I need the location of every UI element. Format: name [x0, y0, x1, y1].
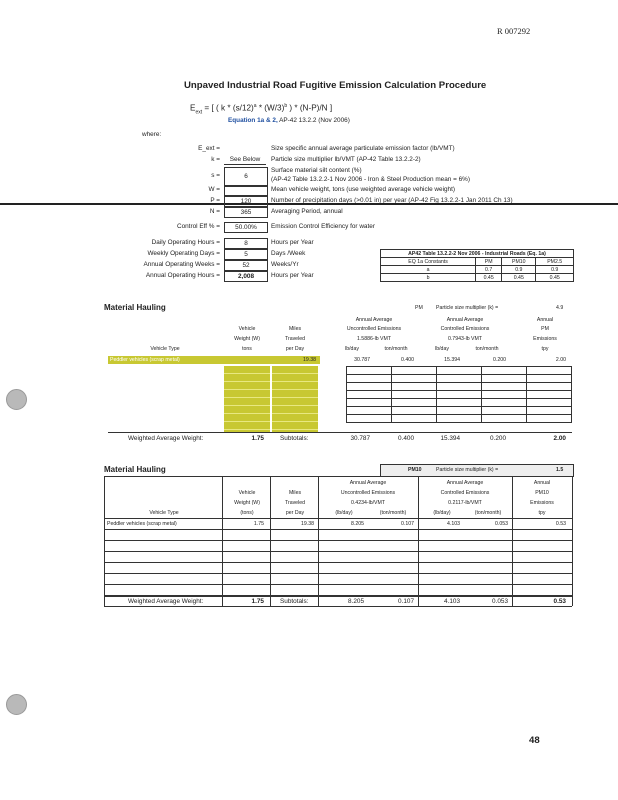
- k-label: Particle size multiplier (k) =: [436, 467, 499, 473]
- cell-value: 0.400: [401, 357, 414, 363]
- controlled-factor: 0.7943-lb VMT: [447, 336, 483, 342]
- vehicle-type: Peddler vehicles (scrap metal): [110, 357, 180, 363]
- annual-header: PM: [541, 326, 549, 332]
- cell-value: 0.053: [495, 521, 508, 527]
- vehicle-type: Peddler vehicles (scrap metal): [107, 521, 177, 527]
- control-desc: Emission Control Efficiency for water: [271, 223, 375, 230]
- uncontrolled-factor: 1.5886-lb VMT: [356, 336, 392, 342]
- annual-header: Annual: [536, 317, 554, 323]
- totals-label: Weighted Average Weight:: [128, 435, 204, 442]
- total-value: 0.400: [398, 435, 414, 442]
- var-desc: Averaging Period, annual: [271, 208, 343, 215]
- var-desc: Size specific annual average particulate emission factor (lb/VMT): [271, 145, 455, 152]
- subcol-header: lb/day: [345, 346, 359, 352]
- miles-value: 19.38: [301, 521, 314, 527]
- equation-reference: Equation 1a & 2, AP-42 13.2.2 (Nov 2006): [228, 117, 350, 124]
- rule: [104, 584, 572, 585]
- rule: [104, 573, 572, 574]
- operating-label: Daily Operating Hours =: [151, 239, 220, 246]
- rule: [104, 551, 572, 552]
- rule: [104, 606, 572, 607]
- operating-value: 8: [224, 238, 268, 249]
- control-value: 50.00%: [224, 222, 268, 233]
- constants-cell: 0.45: [536, 274, 574, 282]
- pm-label: PM10: [408, 467, 422, 473]
- totals-label: Weighted Average Weight:: [128, 598, 204, 605]
- var-value: 6: [224, 167, 268, 187]
- var-symbol: E_ext =: [198, 145, 220, 152]
- rule: [104, 540, 572, 541]
- rule: [104, 562, 572, 563]
- miles-input-column[interactable]: [272, 366, 318, 432]
- controlled-header: Annual Average: [446, 480, 484, 486]
- rule: [222, 476, 223, 606]
- var-symbol: W =: [208, 186, 220, 193]
- var-symbol: s =: [211, 172, 220, 179]
- constants-title: AP42 Table 13.2.2-2 Nov 2006 - Industrial Roads (Eq. 1a): [381, 250, 574, 258]
- annual-header: Emissions: [530, 500, 554, 506]
- total-value: 4.103: [444, 598, 460, 605]
- controlled-header: Annual Average: [446, 317, 484, 323]
- uncontrolled-header: Annual Average: [349, 480, 387, 486]
- document-id: R 007292: [497, 26, 531, 36]
- section-title: Material Hauling: [104, 465, 166, 474]
- rule: [104, 476, 572, 477]
- constants-cell: a: [381, 266, 476, 274]
- cell-value: 8.205: [351, 521, 364, 527]
- subcol-header: lb/day: [435, 346, 449, 352]
- section-title: Material Hauling: [104, 303, 166, 312]
- weight-header: Vehicle: [238, 490, 256, 496]
- constants-cell: 0.7: [476, 266, 502, 274]
- rule: [104, 595, 572, 597]
- var-desc: Surface material silt content (%): [271, 167, 362, 174]
- total-value: 0.200: [490, 435, 506, 442]
- rule: [104, 476, 105, 606]
- totals-weight: 1.75: [251, 435, 264, 442]
- rule: [270, 476, 271, 606]
- constants-cell: b: [381, 274, 476, 282]
- binder-hole: [6, 389, 27, 410]
- uncontrolled-header: Uncontrolled Emissions: [340, 490, 396, 496]
- subcol-header: (lb/day): [433, 510, 451, 516]
- subcol-header: ton/month: [475, 346, 499, 352]
- miles-header: per Day: [285, 346, 305, 352]
- k-value: 4.9: [556, 305, 564, 311]
- miles-header: per Day: [285, 510, 305, 516]
- section1-grid: [346, 366, 572, 423]
- var-symbol: k =: [211, 156, 220, 163]
- vehicle-header: Vehicle Type: [149, 510, 179, 516]
- constants-header: PM10: [502, 258, 536, 266]
- subcol-header: ton/month: [384, 346, 408, 352]
- miles-header: Traveled: [285, 336, 305, 342]
- constants-header: PM2.5: [536, 258, 574, 266]
- var-desc: Mean vehicle weight, tons (use weighted average vehicle weight): [271, 186, 456, 193]
- page-title: Unpaved Industrial Road Fugitive Emission Calculation Procedure: [184, 80, 487, 91]
- subcol-header: tpy: [538, 510, 546, 516]
- rule: [318, 476, 319, 606]
- cell-value: 15.394: [444, 357, 460, 363]
- binder-hole: [6, 694, 27, 715]
- constants-cell: 0.45: [502, 274, 536, 282]
- vehicle-header: Vehicle Type: [150, 346, 180, 352]
- miles-value: 19.38: [303, 357, 316, 363]
- operating-unit: Weeks/Yr: [271, 261, 299, 268]
- miles-header: Miles: [288, 490, 302, 496]
- subcol-header: (ton/month): [379, 510, 407, 516]
- cell-value: 0.200: [493, 357, 506, 363]
- var-desc: Number of precipitation days (>0.01 in) per year (AP-42 Fig 13.2.2-1 Jan 2011 Ch 13): [271, 197, 513, 204]
- totals-weight: 1.75: [251, 598, 264, 605]
- weight-header: Weight (W): [234, 336, 260, 342]
- uncontrolled-header: Uncontrolled Emissions: [346, 326, 402, 332]
- equation: $E_{ext}$ = [ ( k * $(s/12)^a * (W/3)^b$ ) * (N-P)/N ]: [190, 103, 333, 116]
- constants-header: EQ 1a Constants: [381, 258, 476, 266]
- var-value: 365: [224, 207, 268, 218]
- pm-label: PM: [415, 305, 423, 311]
- subcol-header: (ton/month): [474, 510, 502, 516]
- weight-header: Vehicle: [238, 326, 256, 332]
- var-value: See Below: [224, 155, 266, 165]
- subtotals-label: Subtotals:: [280, 435, 309, 442]
- constants-cell: 0.45: [476, 274, 502, 282]
- cell-value: 0.53: [555, 521, 566, 527]
- total-value: 0.053: [492, 598, 508, 605]
- var-value: [224, 185, 268, 196]
- var-value: 120: [224, 196, 268, 207]
- total-value: 30.787: [350, 435, 370, 442]
- cell-value: 30.787: [354, 357, 370, 363]
- total-value: 0.53: [553, 598, 566, 605]
- controlled-header: Controlled Emissions: [440, 490, 490, 496]
- cell-value: 2.00: [555, 357, 566, 363]
- where-label: where:: [142, 131, 162, 138]
- subtotals-label: Subtotals:: [280, 598, 309, 605]
- controlled-factor: 0.2117-lb/VMT: [448, 500, 482, 506]
- page-number: 48: [529, 735, 540, 746]
- miles-header: Traveled: [285, 500, 305, 506]
- constants-cell: 0.9: [502, 266, 536, 274]
- rule: [512, 476, 513, 606]
- var-symbol: N =: [209, 208, 220, 215]
- rule: [418, 476, 419, 606]
- var-desc: (AP-42 Table 13.2.2-1 Nov 2006 - Iron & Steel Production mean = 6%): [271, 176, 470, 183]
- operating-unit: Days /Week: [271, 250, 306, 257]
- weight-value: 1.75: [253, 521, 264, 527]
- k-label: Particle size multiplier (k) =: [436, 305, 499, 311]
- rule: [104, 529, 572, 530]
- cell-value: 0.107: [401, 521, 414, 527]
- rule: [572, 476, 573, 606]
- operating-label: Annual Operating Hours =: [145, 272, 220, 279]
- rule: [104, 518, 572, 519]
- var-symbol: P =: [210, 197, 220, 204]
- controlled-header: Controlled Emissions: [440, 326, 490, 332]
- constants-header: PM: [476, 258, 502, 266]
- weight-input-column[interactable]: [224, 366, 270, 432]
- subcol-header: (lb/day): [335, 510, 353, 516]
- operating-unit: Hours per Year: [271, 239, 314, 246]
- operating-label: Annual Operating Weeks =: [143, 261, 220, 268]
- weight-header: (tons): [240, 510, 254, 516]
- total-value: 15.394: [440, 435, 460, 442]
- annual-header: PM10: [535, 490, 549, 496]
- total-value: 0.107: [398, 598, 414, 605]
- var-desc: Particle size multiplier lb/VMT (AP-42 Table 13.2.2-2): [271, 156, 421, 163]
- control-label: Control Eff % =: [176, 223, 220, 230]
- constants-table: [380, 249, 574, 282]
- subcol-header: tpy: [541, 346, 549, 352]
- operating-value: 2,008: [224, 271, 268, 282]
- weight-header: tons: [242, 346, 252, 352]
- operating-value: 5: [224, 249, 268, 260]
- annual-header: Emissions: [533, 336, 557, 342]
- operating-label: Weekly Operating Days =: [147, 250, 220, 257]
- operating-unit: Hours per Year: [271, 272, 314, 279]
- weight-header: Weight (W): [234, 500, 260, 506]
- constants-cell: 0.9: [536, 266, 574, 274]
- uncontrolled-factor: 0.4234-lb/VMT: [350, 500, 386, 506]
- operating-value: 52: [224, 260, 268, 271]
- total-value: 2.00: [553, 435, 566, 442]
- uncontrolled-header: Annual Average: [355, 317, 393, 323]
- annual-header: Annual: [533, 480, 551, 486]
- rule: [108, 432, 572, 433]
- miles-header: Miles: [288, 326, 302, 332]
- cell-value: 4.103: [447, 521, 460, 527]
- k-value: 1.5: [556, 467, 564, 473]
- total-value: 8.205: [348, 598, 364, 605]
